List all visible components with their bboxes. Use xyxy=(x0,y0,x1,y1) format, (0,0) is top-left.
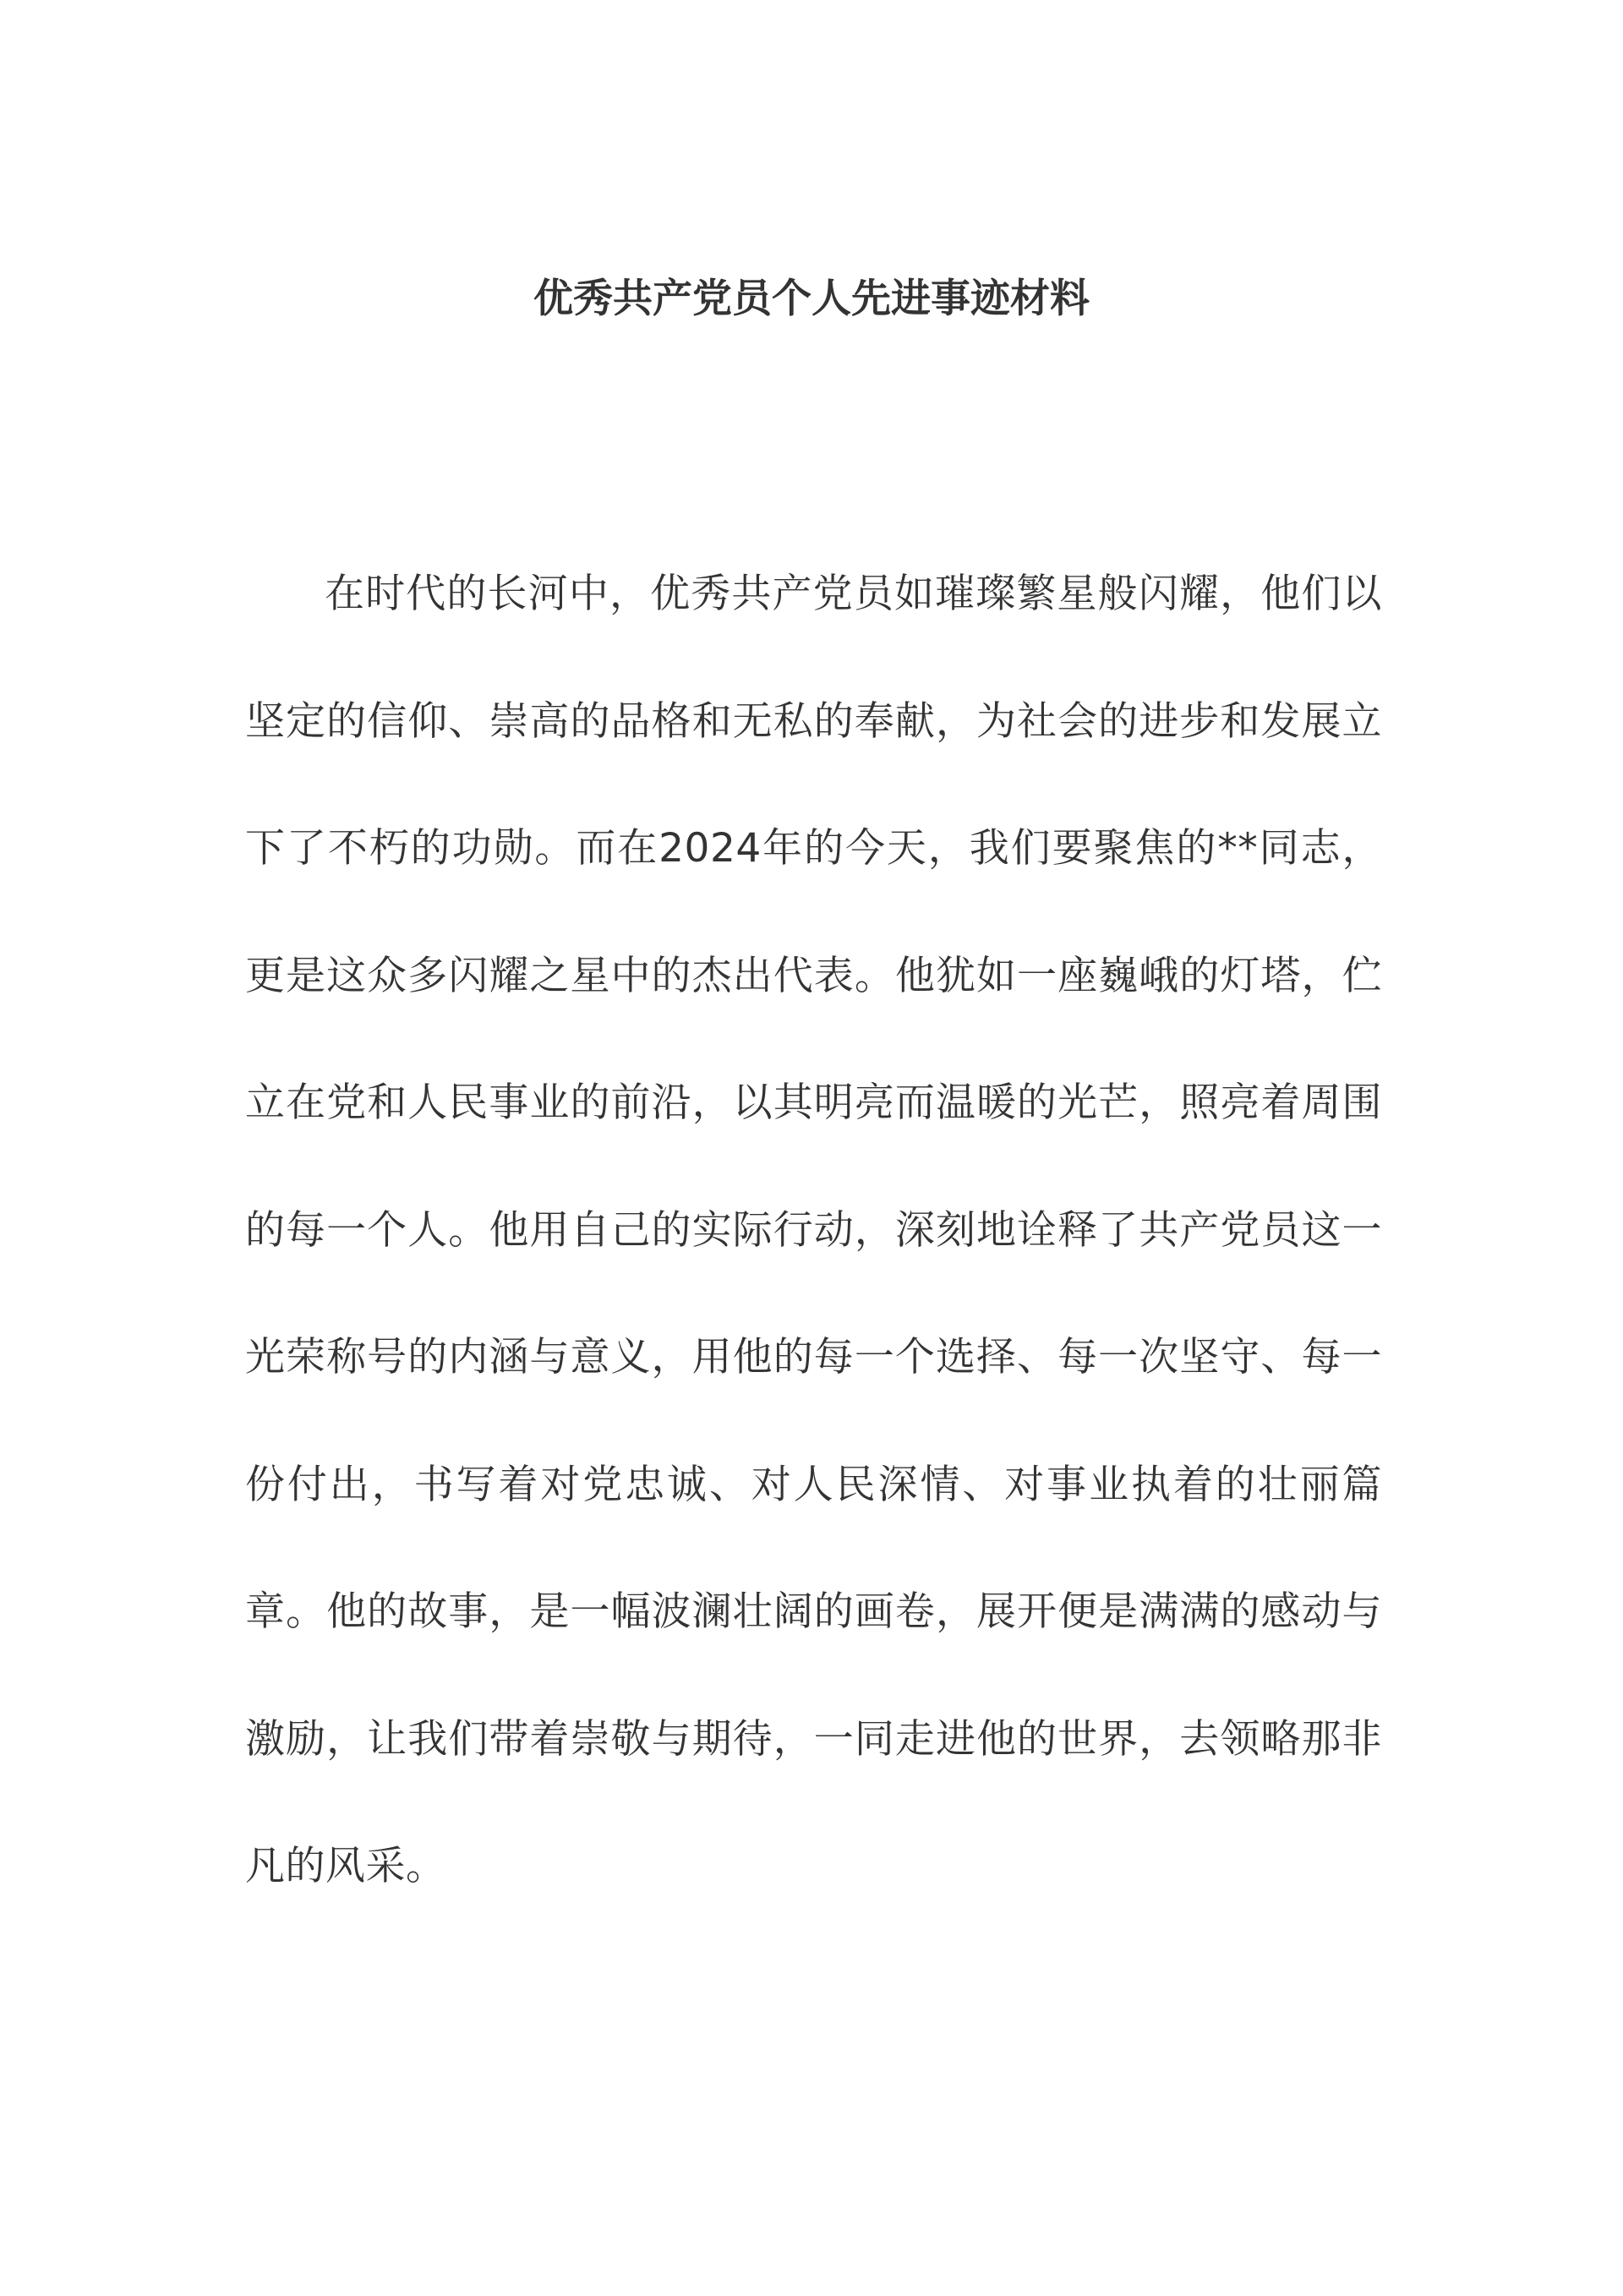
document-title: 优秀共产党员个人先进事迹材料 xyxy=(533,276,1090,322)
body-paragraph: 在时代的长河中，优秀共产党员如璀璨繁星般闪耀，他们以坚定的信仰、崇高的品格和无私的奉献，为社会的进步和发展立下了不朽的功勋。而在2024年的今天，我们要聚焦的**同志，更是这众多闪耀之星中的杰出代表。他犹如一座巍峨的灯塔，伫立在党和人民事业的前沿，以其明亮而温暖的光芒，照亮着周围的每一个人。他用自己的实际行动，深刻地诠释了共产党员这一光荣称号的内涵与意义，用他的每一个选择、每一次坚守、每一份付出，书写着对党忠诚、对人民深情、对事业执着的壮丽篇章。他的故事，是一幅波澜壮阔的画卷，展开便是满满的感动与激励，让我们带着崇敬与期待，一同走进他的世界，去领略那非凡的风采。 xyxy=(245,571,1382,1889)
